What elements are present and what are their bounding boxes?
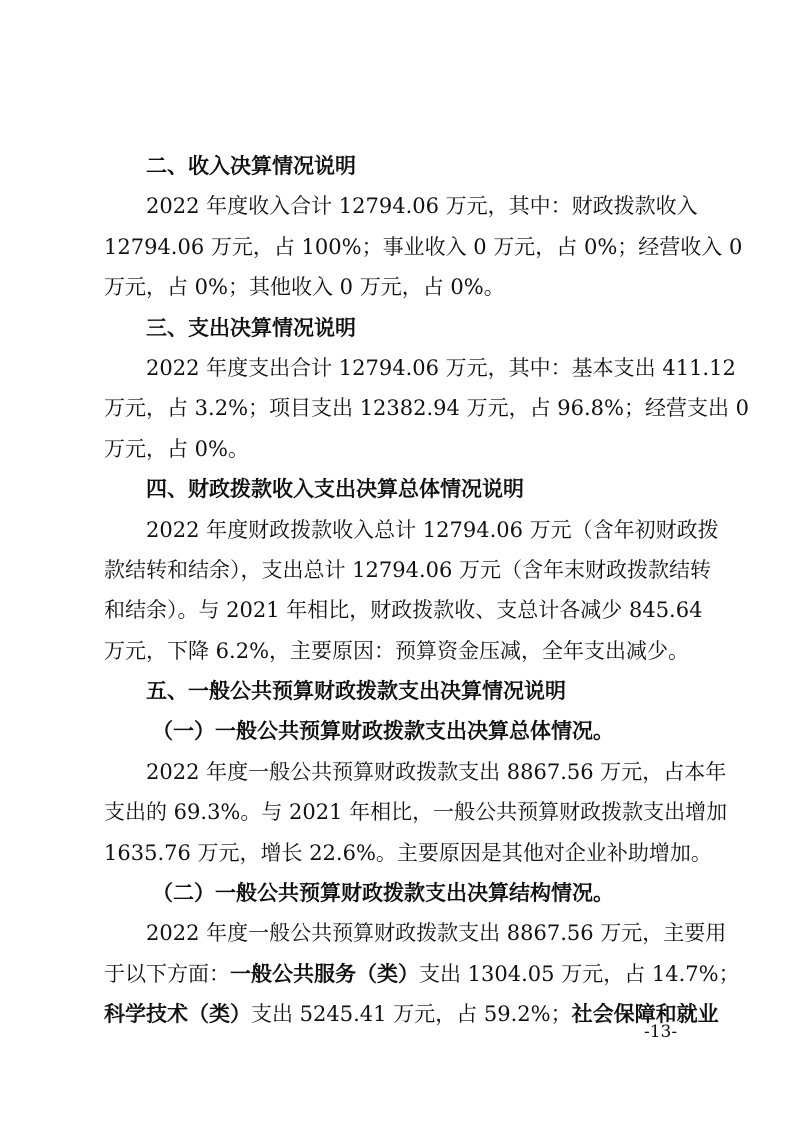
paragraph-line: 万元，下降 6.2%，主要原因：预算资金压减，全年支出减少。 xyxy=(104,638,690,663)
mixed-text: 支出 5245.41 万元，占 59.2%； xyxy=(251,1002,572,1027)
subsection-heading: （一）一般公共预算财政拨款支出决算总体情况。 xyxy=(152,719,614,744)
section-heading: 三、支出决算情况说明 xyxy=(146,315,356,340)
paragraph-line: 2022 年度财政拨款收入总计 12794.06 万元（含年初财政拨 xyxy=(146,517,719,542)
bold-category: 一般公共服务（类） xyxy=(230,961,419,986)
document-body xyxy=(104,146,749,1035)
subsection-heading: （二）一般公共预算财政拨款支出决算结构情况。 xyxy=(152,881,614,906)
paragraph-line: 12794.06 万元，占 100%；事业收入 0 万元，占 0%；经营收入 0 xyxy=(104,234,743,259)
mixed-text: 支出 1304.05 万元，占 14.7%； xyxy=(419,961,740,986)
page-number: -13- xyxy=(644,1022,678,1042)
paragraph-lines xyxy=(104,146,749,954)
section-heading: 二、收入决算情况说明 xyxy=(146,154,356,178)
paragraph-line: 2022 年度一般公共预算财政拨款支出 8867.56 万元，占本年 xyxy=(146,759,727,784)
paragraph-line: 2022 年度一般公共预算财政拨款支出 8867.56 万元，主要用 xyxy=(146,921,727,946)
bold-category: 社会保障和就业 xyxy=(571,1002,719,1027)
paragraph-line: 万元，占 0%。 xyxy=(104,436,249,461)
paragraph-line: 万元，占 0%；其他收入 0 万元，占 0%。 xyxy=(104,275,505,300)
paragraph-line: 支出的 69.3%。与 2021 年相比，一般公共预算财政拨款支出增加 xyxy=(104,800,728,825)
paragraph-line: 万元，占 3.2%；项目支出 12382.94 万元，占 96.8%；经营支出 0 xyxy=(104,396,749,421)
mixed-line-science xyxy=(104,994,719,1034)
paragraph-line: 和结余）。与 2021 年相比，财政拨款收、支总计各减少 845.64 xyxy=(104,598,703,623)
paragraph-line: 2022 年度支出合计 12794.06 万元，其中：基本支出 411.12 xyxy=(146,355,736,380)
section-heading: 四、财政拨款收入支出决算总体情况说明 xyxy=(146,477,524,502)
paragraph-line: 款结转和结余），支出总计 12794.06 万元（含年末财政拨款结转 xyxy=(104,557,712,582)
mixed-text: 于以下方面： xyxy=(104,961,230,986)
bold-category: 科学技术（类） xyxy=(104,1002,251,1027)
mixed-line-services xyxy=(104,954,740,994)
section-heading: 五、一般公共预算财政拨款支出决算情况说明 xyxy=(146,679,566,704)
paragraph-line: 2022 年度收入合计 12794.06 万元，其中：财政拨款收入 xyxy=(146,194,698,219)
paragraph-line: 1635.76 万元，增长 22.6%。主要原因是其他对企业补助增加。 xyxy=(104,840,712,865)
